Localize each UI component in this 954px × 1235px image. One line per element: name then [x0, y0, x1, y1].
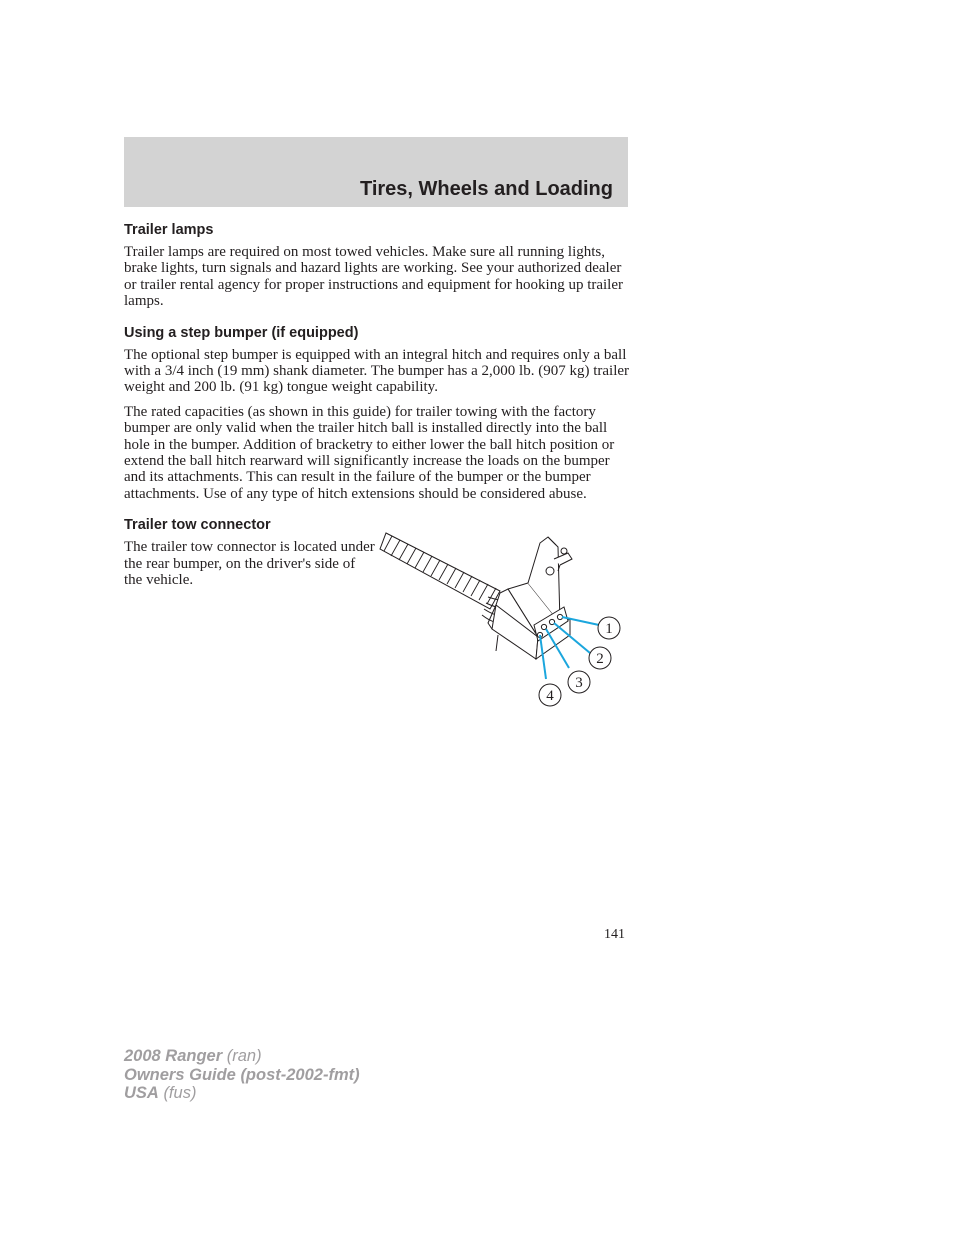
footer-line-3: [124, 1084, 360, 1103]
page-content: [124, 221, 630, 719]
footer: [124, 1047, 360, 1103]
footer-guide: Owners Guide (post-2002-fmt): [124, 1065, 360, 1084]
paragraph: The optional step bumper is equipped with an integral hitch and requires only a ball with a 3/4 inch (19 mm) shank diameter. The bumper has a 2,000 lb. (907 kg) trailer weight and 200 lb. (91 kg) tongue weight capability.: [124, 346, 630, 396]
paragraph: The rated capacities (as shown in this guide) for trailer towing with the factory bumper are only valid when the trailer hitch ball is installed directly into the ball hole in the bumper. Addition of bracketry to either lower the ball hitch position or extend the ball hitch rearward will significantly increase the loads on the bumper and its attachments. This can result in the failure of the bumper or the bumper attachments. Use of any type of hitch extensions should be considered abuse.: [124, 403, 615, 502]
trailer-tow-connector-diagram: [378, 531, 634, 707]
footer-line-1: [124, 1047, 360, 1066]
paragraph: Trailer lamps are required on most towed vehicles. Make sure all running lights, brake lights, turn signals and hazard lights are working. See your authorized dealer or trailer rental agency for proper instructions and equipment for hooking up trailer lamps.: [124, 244, 623, 310]
callout-label-4: 4: [546, 688, 554, 705]
footer-market-code: (fus): [163, 1084, 197, 1102]
footer-market: USA: [124, 1084, 159, 1102]
wire-harness-illustration: [380, 533, 572, 659]
paragraph: The trailer tow connector is located under the rear bumper, on the driver's side of the vehicle.: [124, 539, 375, 589]
connector-row: [124, 539, 630, 719]
callout-label-2: 2: [596, 651, 604, 668]
section-heading: Using a step bumper (if equipped): [124, 324, 359, 341]
section-step-bumper: [124, 324, 630, 503]
footer-line-2: [124, 1066, 360, 1085]
header-band: [124, 137, 628, 207]
page-title: Tires, Wheels and Loading: [359, 178, 613, 200]
page-number: 141: [604, 927, 625, 942]
section-heading: Trailer tow connector: [124, 517, 271, 534]
callout-label-1: 1: [605, 621, 613, 638]
section-tow-connector: [124, 516, 630, 719]
callout-label-3: 3: [575, 675, 583, 692]
footer-model-code: (ran): [226, 1047, 262, 1065]
footer-model: 2008 Ranger: [124, 1047, 223, 1065]
section-heading: Trailer lamps: [124, 222, 214, 238]
section-trailer-lamps: [124, 221, 630, 310]
